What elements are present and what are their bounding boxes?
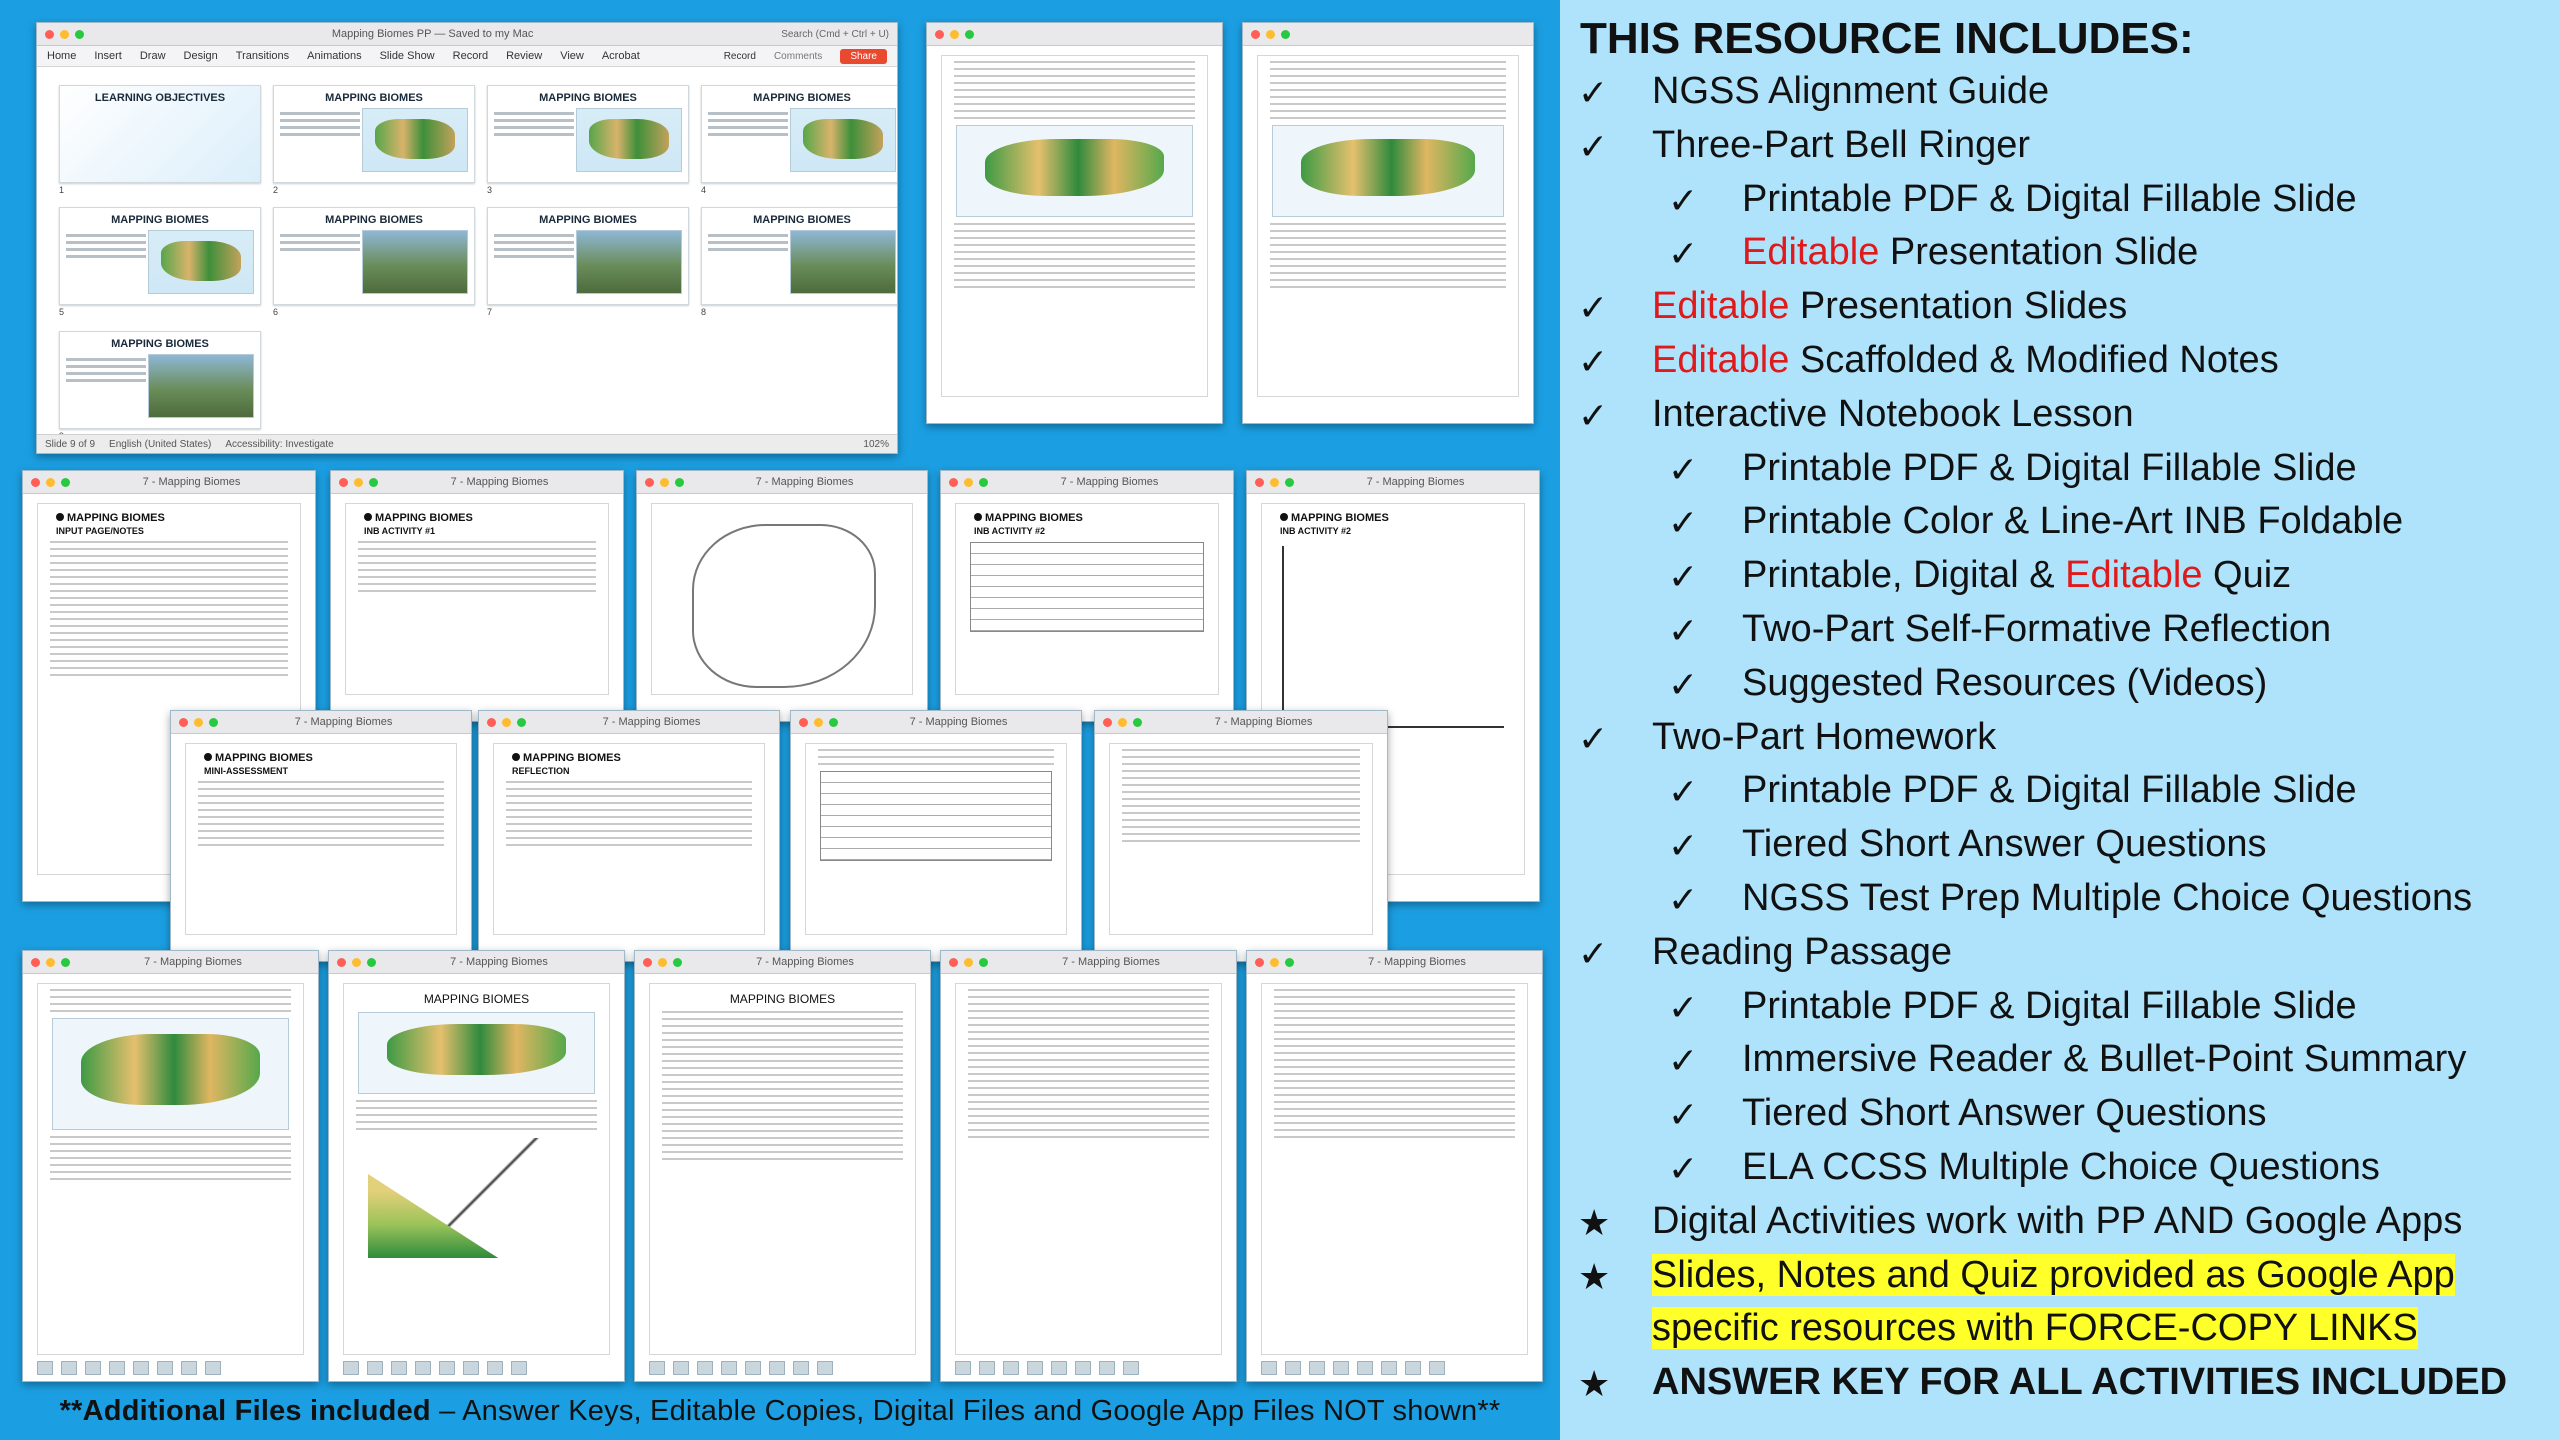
maximize-window-button[interactable] [75, 30, 84, 39]
close-window-button[interactable] [1255, 958, 1264, 967]
resource-includes-panel [1560, 0, 2560, 1440]
checkmark-icon: ✓ [1668, 233, 1699, 275]
checkmark-icon: ✓ [1578, 932, 1609, 974]
slide-thumbnail[interactable] [273, 207, 475, 305]
checkmark-icon: ✓ [1668, 556, 1699, 598]
document-title: 7 - Mapping Biomes [756, 956, 854, 968]
close-window-button[interactable] [645, 478, 654, 487]
slide-number: 5 [59, 307, 65, 317]
slide-thumbnail[interactable] [487, 207, 689, 305]
ribbon-tab-design[interactable]: Design [183, 50, 218, 62]
ribbon-tab-insert[interactable]: Insert [94, 50, 122, 62]
slide-title: LEARNING OBJECTIVES [94, 92, 226, 104]
document-page [1257, 55, 1519, 397]
includes-item [1742, 1092, 2267, 1135]
includes-item [1742, 769, 2357, 812]
biome-map-image [358, 1012, 595, 1094]
document-title: 7 - Mapping Biomes [144, 956, 242, 968]
includes-item-text: Scaffolded & Modified Notes [1789, 339, 2279, 381]
maximize-window-button[interactable] [369, 478, 378, 487]
page-thumbnails [955, 1359, 1222, 1377]
minimize-window-button[interactable] [814, 718, 823, 727]
minimize-window-button[interactable] [46, 958, 55, 967]
checkmark-icon: ✓ [1578, 72, 1609, 113]
slide-thumbnail[interactable] [273, 85, 475, 183]
slide-number: 6 [273, 307, 279, 317]
close-window-button[interactable] [337, 958, 346, 967]
close-window-button[interactable] [31, 958, 40, 967]
includes-item [1742, 1038, 2466, 1081]
slide-sorter [51, 75, 883, 431]
additional-files-rest: – Answer Keys, Editable Copies, Digital Files and Google App Files NOT shown** [430, 1395, 1501, 1427]
slide-thumbnail[interactable] [701, 207, 898, 305]
maximize-window-button[interactable] [1133, 718, 1142, 727]
slide-title: MAPPING BIOMES [325, 214, 423, 226]
bullet-icon [974, 513, 982, 521]
slide-title: MAPPING BIOMES [325, 92, 423, 104]
checkmark-icon: ✓ [1668, 986, 1699, 1028]
maximize-window-button[interactable] [829, 718, 838, 727]
close-window-button[interactable] [45, 30, 54, 39]
ribbon-tabs [37, 46, 897, 67]
slide-count: Slide 9 of 9 [45, 438, 96, 450]
minimize-window-button[interactable] [1270, 958, 1279, 967]
includes-item-text: Printable Color & Line-Art INB Foldable [1742, 500, 2404, 543]
checkmark-icon: ✓ [1668, 448, 1699, 490]
includes-item-text: Tiered Short Answer Questions [1742, 1092, 2267, 1135]
page-subheading: INB ACTIVITY #1 [364, 526, 436, 536]
document-page [345, 503, 609, 695]
includes-item [1742, 447, 2357, 490]
includes-item-text: Printable PDF & Digital Fillable Slide [1742, 446, 2357, 489]
close-window-button[interactable] [949, 478, 958, 487]
close-window-button[interactable] [949, 958, 958, 967]
document-title: 7 - Mapping Biomes [1062, 956, 1160, 968]
document-window [478, 710, 780, 962]
status-bar [37, 434, 897, 453]
close-window-button[interactable] [799, 718, 808, 727]
checkmark-icon: ✓ [1668, 1040, 1699, 1082]
minimize-window-button[interactable] [1118, 718, 1127, 727]
maximize-window-button[interactable] [979, 958, 988, 967]
ribbon-tab-home[interactable]: Home [47, 50, 77, 62]
ribbon-tab-animations[interactable]: Animations [307, 50, 362, 62]
window-titlebar [927, 23, 1222, 46]
minimize-window-button[interactable] [658, 958, 667, 967]
powerpoint-window [36, 22, 898, 454]
includes-item [1742, 823, 2267, 866]
document-title: 7 - Mapping Biomes [1368, 956, 1466, 968]
document-page [805, 743, 1067, 935]
checkmark-icon: ✓ [1578, 125, 1609, 167]
minimize-window-button[interactable] [1266, 30, 1275, 39]
includes-item [1652, 124, 2030, 167]
includes-item [1652, 1307, 2418, 1350]
document-window [1094, 710, 1388, 962]
additional-files-bold: **Additional Files included [59, 1395, 431, 1427]
bullet-icon [204, 753, 212, 761]
includes-item [1742, 985, 2357, 1028]
biome-triangle-diagram [368, 1138, 585, 1258]
window-titlebar [941, 471, 1233, 494]
biome-map-image [956, 125, 1193, 217]
close-window-button[interactable] [935, 30, 944, 39]
biome-map-image [1272, 125, 1504, 217]
includes-item-text: NGSS Test Prep Multiple Choice Questions [1742, 877, 2473, 919]
window-titlebar [941, 951, 1236, 974]
page-heading-text: MAPPING BIOMES [215, 752, 313, 764]
document-window [940, 950, 1237, 1382]
document-page [185, 743, 457, 935]
line-art-world-map [692, 524, 876, 688]
slide-title: MAPPING BIOMES [539, 214, 637, 226]
document-page [1109, 743, 1373, 935]
includes-item [1652, 1361, 2507, 1404]
page-heading [974, 512, 1208, 524]
editable-highlight: Editable [1652, 285, 1790, 328]
maximize-window-button[interactable] [673, 958, 682, 967]
close-window-button[interactable] [1251, 30, 1260, 39]
ribbon-tab-acrobat[interactable]: Acrobat [601, 50, 640, 62]
ribbon-tab-slide-show[interactable]: Slide Show [379, 50, 435, 62]
document-window [634, 950, 931, 1382]
document-title: 7 - Mapping Biomes [294, 716, 393, 728]
document-title: 7 - Mapping Biomes [909, 716, 1008, 728]
includes-item-text: ANSWER KEY FOR ALL ACTIVITIES INCLUDED [1652, 1361, 2508, 1404]
includes-item-text: Two-Part Homework [1652, 715, 1997, 758]
document-window [22, 950, 319, 1382]
page-heading-text: MAPPING BIOMES [67, 512, 165, 524]
window-titlebar [1243, 23, 1533, 46]
document-title: Mapping Biomes PP — Saved to my Mac [331, 28, 534, 40]
page-heading-text: MAPPING BIOMES [985, 512, 1083, 524]
share-button[interactable]: Share [840, 49, 887, 64]
includes-item [1652, 1200, 2462, 1243]
includes-item [1742, 1146, 2380, 1189]
record-button[interactable]: Record [723, 50, 756, 62]
minimize-window-button[interactable] [1270, 478, 1279, 487]
document-window [926, 22, 1223, 424]
slide-title: MAPPING BIOMES [111, 214, 209, 226]
checkmark-icon: ✓ [1578, 341, 1609, 382]
slide-thumbnail[interactable] [59, 85, 261, 183]
document-page [37, 983, 304, 1355]
includes-item-text: Printable PDF & Digital Fillable Slide [1742, 769, 2357, 812]
window-titlebar [329, 951, 624, 974]
slide-number: 8 [701, 307, 707, 317]
document-window [330, 470, 624, 722]
document-window [940, 470, 1234, 722]
minimize-window-button[interactable] [194, 718, 203, 727]
includes-item-text: Two-Part Self-Formative Reflection [1742, 608, 2332, 650]
maximize-window-button[interactable] [517, 718, 526, 727]
homework-table [820, 771, 1052, 861]
document-title: 7 - Mapping Biomes [450, 476, 549, 488]
slide-thumbnail[interactable] [59, 207, 261, 305]
maximize-window-button[interactable] [1285, 478, 1294, 487]
document-window [1242, 22, 1534, 424]
ribbon-tab-view[interactable]: View [560, 50, 584, 62]
checkmark-icon: ✓ [1668, 179, 1699, 221]
page-subheading: REFLECTION [512, 766, 570, 776]
checkmark-icon: ✓ [1668, 1148, 1699, 1189]
window-titlebar [1247, 951, 1542, 974]
includes-item-text: ELA CCSS Multiple Choice Questions [1742, 1146, 2380, 1188]
minimize-window-button[interactable] [60, 30, 69, 39]
includes-item-text: Tiered Short Answer Questions [1742, 823, 2267, 866]
includes-item-text: Printable PDF & Digital Fillable Slide [1742, 177, 2357, 220]
page-thumbnails [343, 1359, 610, 1377]
checkmark-icon: ✓ [1668, 771, 1699, 813]
includes-item [1652, 393, 2134, 436]
includes-item [1652, 70, 2049, 113]
document-page [493, 743, 765, 935]
page-thumbnails [1261, 1359, 1528, 1377]
page-thumbnails [37, 1359, 304, 1377]
window-titlebar [37, 23, 897, 46]
maximize-window-button[interactable] [209, 718, 218, 727]
includes-item [1742, 662, 2267, 705]
includes-item [1652, 716, 1996, 759]
includes-item [1742, 500, 2403, 543]
editable-highlight: Editable [1652, 339, 1790, 381]
window-titlebar [479, 711, 779, 734]
biome-data-table [970, 542, 1204, 632]
close-window-button[interactable] [31, 478, 40, 487]
checkmark-icon: ✓ [1668, 663, 1699, 705]
includes-item-text: Suggested Resources (Videos) [1742, 661, 2268, 704]
page-heading-text: MAPPING BIOMES [1291, 512, 1389, 524]
slide-title: MAPPING BIOMES [753, 92, 851, 104]
minimize-window-button[interactable] [352, 958, 361, 967]
page-subheading: INB ACTIVITY #2 [974, 526, 1046, 536]
star-icon: ★ [1578, 1363, 1611, 1405]
slide-thumbnail[interactable] [701, 85, 898, 183]
slide-number: 7 [487, 307, 493, 317]
bullet-icon [1280, 513, 1288, 521]
window-titlebar [171, 711, 471, 734]
search-field[interactable]: Search (Cmd + Ctrl + U) [781, 28, 889, 40]
checkmark-icon: ✓ [1668, 825, 1699, 867]
close-window-button[interactable] [179, 718, 188, 727]
document-title: 7 - Mapping Biomes [450, 956, 548, 968]
page-heading [512, 752, 754, 764]
minimize-window-button[interactable] [354, 478, 363, 487]
maximize-window-button[interactable] [965, 30, 974, 39]
language-status: English (United States) [109, 438, 212, 450]
includes-item-text: Presentation Slides [1789, 285, 2128, 328]
page-heading [56, 512, 290, 524]
window-titlebar [331, 471, 623, 494]
document-page [955, 983, 1222, 1355]
checkmark-icon: ✓ [1668, 610, 1699, 651]
includes-item-text: specific resources with FORCE-COPY LINKS [1652, 1307, 2418, 1350]
reading-passage-title: MAPPING BIOMES [423, 992, 530, 1006]
document-title: 7 - Mapping Biomes [602, 716, 701, 728]
ribbon-tab-transitions[interactable]: Transitions [235, 50, 290, 62]
slide-number: 2 [273, 185, 279, 195]
includes-item [1652, 285, 2127, 328]
slide-number: 3 [487, 185, 493, 195]
checkmark-icon: ✓ [1668, 1094, 1699, 1136]
bullet-icon [512, 753, 520, 761]
window-titlebar [23, 951, 318, 974]
maximize-window-button[interactable] [1285, 958, 1294, 967]
maximize-window-button[interactable] [61, 478, 70, 487]
includes-item-text: Presentation Slide [1879, 231, 2199, 274]
page-subheading: INPUT PAGE/NOTES [56, 526, 144, 536]
includes-item-text: Immersive Reader & Bullet-Point Summary [1742, 1038, 2467, 1081]
star-icon: ★ [1578, 1201, 1611, 1243]
ribbon-tab-record[interactable]: Record [452, 50, 489, 62]
slide-thumbnail[interactable] [59, 331, 261, 429]
page-heading [204, 752, 446, 764]
comments-button[interactable]: Comments [773, 50, 823, 62]
accessibility-status[interactable]: Accessibility: Investigate [225, 438, 334, 450]
document-title: 7 - Mapping Biomes [1214, 716, 1313, 728]
page-thumbnails [649, 1359, 916, 1377]
checkmark-icon: ✓ [1668, 879, 1699, 920]
page-heading [364, 512, 598, 524]
maximize-window-button[interactable] [1281, 30, 1290, 39]
document-page [955, 503, 1219, 695]
document-page [343, 983, 610, 1355]
includes-item [1742, 231, 2198, 274]
slide-title: MAPPING BIOMES [539, 92, 637, 104]
includes-item [1652, 339, 2279, 382]
document-title: 7 - Mapping Biomes [1366, 476, 1465, 488]
summary-title: MAPPING BIOMES [729, 992, 836, 1006]
window-titlebar [637, 471, 927, 494]
document-page [941, 55, 1208, 397]
bullet-icon [56, 513, 64, 521]
includes-item-text: Interactive Notebook Lesson [1652, 392, 2134, 435]
page-heading [1280, 512, 1514, 524]
includes-item-text: Reading Passage [1652, 930, 1952, 973]
editable-highlight: Editable [1742, 231, 1880, 274]
maximize-window-button[interactable] [61, 958, 70, 967]
slide-title: MAPPING BIOMES [111, 338, 209, 350]
page-subheading: MINI-ASSESSMENT [204, 766, 289, 776]
document-page [1261, 983, 1528, 1355]
panel-heading: THIS RESOURCE INCLUDES: [1580, 14, 2194, 63]
close-window-button[interactable] [643, 958, 652, 967]
page-subheading: INB ACTIVITY #2 [1280, 526, 1352, 536]
close-window-button[interactable] [1103, 718, 1112, 727]
document-page [651, 503, 913, 695]
editable-highlight: Editable [2065, 554, 2203, 597]
window-titlebar [23, 471, 315, 494]
bullet-icon [364, 513, 372, 521]
includes-item-text: Quiz [2202, 554, 2292, 597]
checkmark-icon: ✓ [1578, 394, 1609, 436]
window-titlebar [635, 951, 930, 974]
ribbon-tab-draw[interactable]: Draw [139, 50, 166, 62]
document-window [170, 710, 472, 962]
star-icon: ★ [1578, 1255, 1611, 1297]
close-window-button[interactable] [487, 718, 496, 727]
minimize-window-button[interactable] [964, 958, 973, 967]
close-window-button[interactable] [339, 478, 348, 487]
checkmark-icon: ✓ [1668, 502, 1699, 544]
includes-item [1742, 877, 2472, 920]
document-title: 7 - Mapping Biomes [142, 476, 241, 488]
maximize-window-button[interactable] [367, 958, 376, 967]
document-window [636, 470, 928, 722]
document-page [649, 983, 916, 1355]
slide-thumbnail[interactable] [487, 85, 689, 183]
additional-files-note [0, 1395, 1560, 1428]
minimize-window-button[interactable] [660, 478, 669, 487]
includes-item-text: Slides, Notes and Quiz provided as Google App [1652, 1253, 2455, 1296]
window-titlebar [1095, 711, 1387, 734]
includes-item [1742, 608, 2331, 651]
zoom-level[interactable]: 102% [863, 438, 889, 450]
ribbon-tab-review[interactable]: Review [506, 50, 543, 62]
document-title: 7 - Mapping Biomes [1060, 476, 1159, 488]
page-heading-text: MAPPING BIOMES [523, 752, 621, 764]
close-window-button[interactable] [1255, 478, 1264, 487]
includes-item [1742, 554, 2291, 597]
minimize-window-button[interactable] [46, 478, 55, 487]
document-title: 7 - Mapping Biomes [755, 476, 854, 488]
maximize-window-button[interactable] [979, 478, 988, 487]
window-titlebar [791, 711, 1081, 734]
document-window [790, 710, 1082, 962]
checkmark-icon: ✓ [1578, 717, 1609, 759]
minimize-window-button[interactable] [950, 30, 959, 39]
maximize-window-button[interactable] [675, 478, 684, 487]
includes-item-text: Digital Activities work with PP AND Google Apps [1652, 1199, 2463, 1242]
includes-item [1742, 178, 2357, 221]
slide-number: 1 [59, 185, 65, 195]
includes-item-text: NGSS Alignment Guide [1652, 70, 2050, 112]
slide-number: 4 [701, 185, 707, 195]
includes-item-text: Printable PDF & Digital Fillable Slide [1742, 984, 2357, 1027]
document-window [328, 950, 625, 1382]
includes-item-text: Three-Part Bell Ringer [1652, 123, 2031, 166]
checkmark-icon: ✓ [1578, 287, 1609, 329]
slide-title: MAPPING BIOMES [753, 214, 851, 226]
climate-graph [1282, 546, 1504, 728]
biome-map-image [52, 1018, 289, 1130]
window-titlebar [1247, 471, 1539, 494]
includes-item-text: Printable, Digital & [1742, 554, 2066, 597]
includes-item [1652, 931, 1952, 974]
document-window [1246, 950, 1543, 1382]
minimize-window-button[interactable] [502, 718, 511, 727]
minimize-window-button[interactable] [964, 478, 973, 487]
includes-item [1652, 1254, 2455, 1297]
page-heading-text: MAPPING BIOMES [375, 512, 473, 524]
